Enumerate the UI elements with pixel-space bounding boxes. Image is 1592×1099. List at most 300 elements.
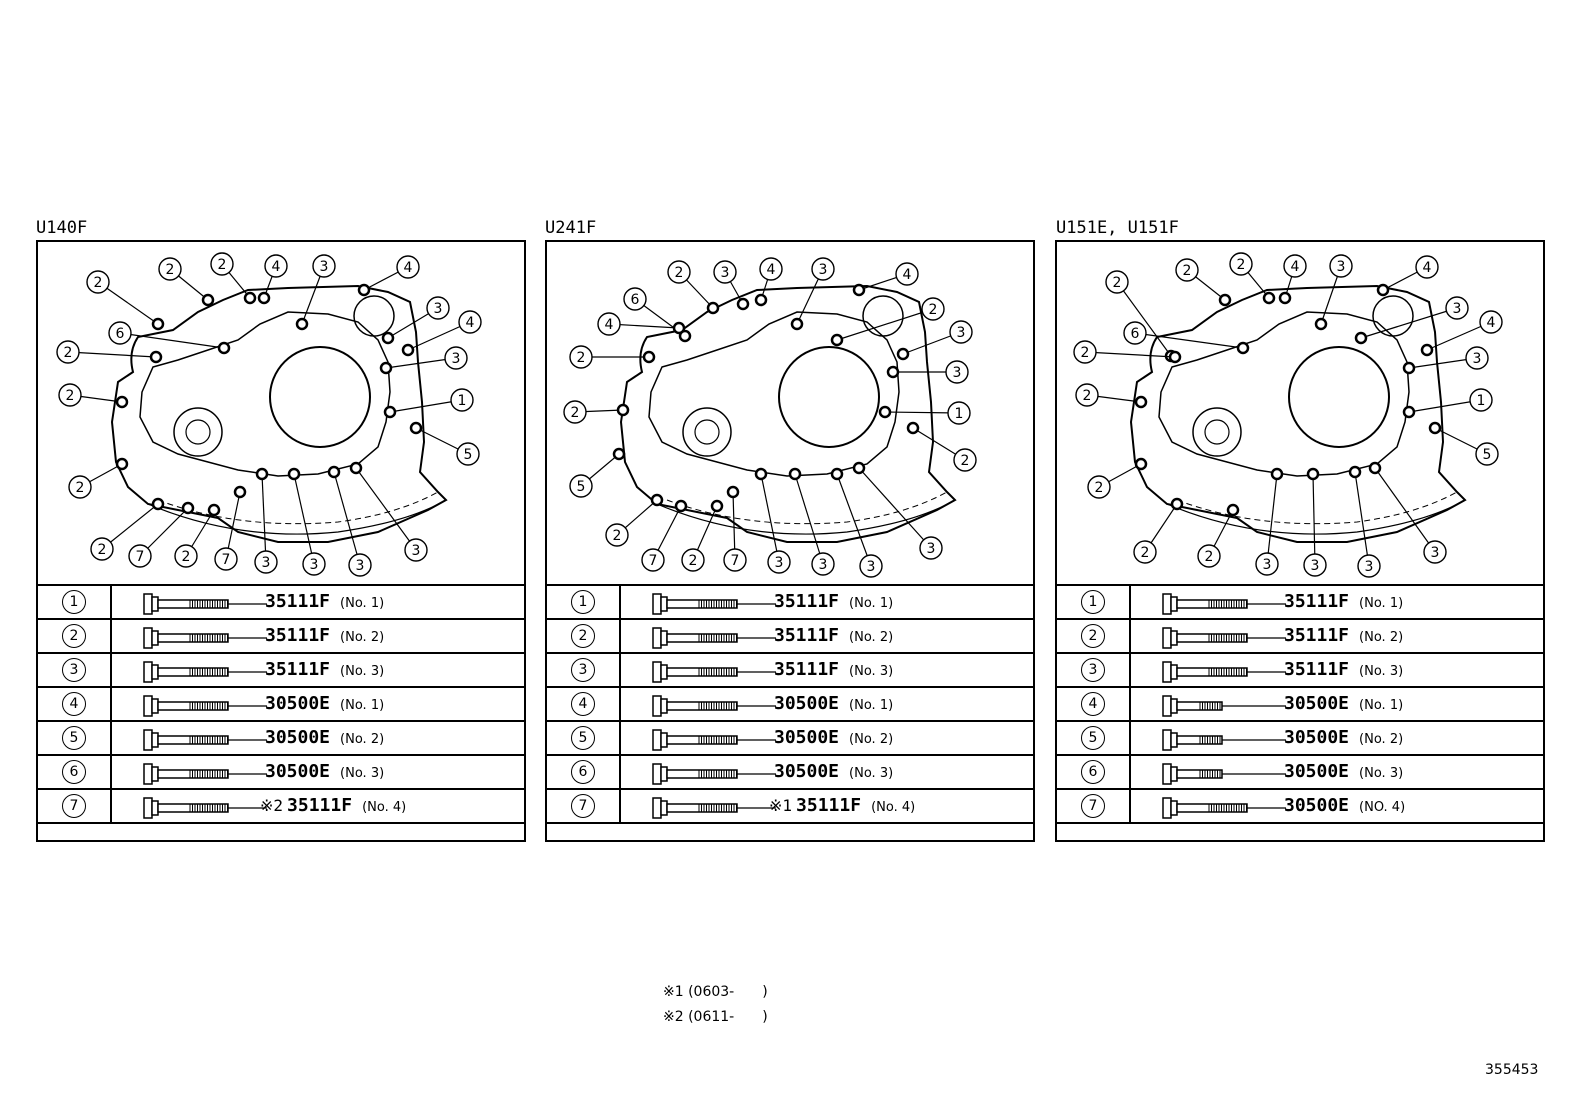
bolt-row [37,687,525,721]
leader-line [837,474,871,566]
bolt-hole [1136,459,1146,469]
callout-label: 2 [1112,275,1122,291]
housing-diagram [38,242,524,588]
callout-label: 1 [954,406,964,422]
bolt-icon [1161,593,1286,615]
bolt-icon [1161,729,1286,751]
callout-label: 3 [956,325,966,341]
bolt-row [546,585,1034,619]
callout-label: 1 [1476,393,1486,409]
callout-label: 3 [952,365,962,381]
callout-label: 3 [1430,545,1440,561]
footnote-text: (0603- ) [688,984,768,1000]
item-number: 2 [1081,624,1105,648]
part-note: (No. 2) [1359,732,1404,747]
callout-label: 2 [1080,345,1090,361]
item-number: 1 [62,590,86,614]
bolt-row [37,755,525,789]
part-code: 35111F [796,795,862,816]
leader-line [1267,474,1277,564]
callout-label: 4 [902,267,912,283]
bolt-hole [1264,293,1274,303]
part-number [1284,761,1403,782]
part-code: 30500E [1284,693,1350,714]
bolt-row [1056,755,1544,789]
bolt-hole [898,349,908,359]
housing-diagram [1057,242,1543,588]
bolt-hole [385,407,395,417]
bolt-hole [245,293,255,303]
bolt-hole [1370,463,1380,473]
part-note: (No. 1) [340,698,385,713]
bolt-hole [832,335,842,345]
footnote-ref: ※1 [769,796,793,815]
bolt-hole [1238,343,1248,353]
item-number: 2 [571,624,595,648]
bolt-row [1056,687,1544,721]
bolt-hole [329,467,339,477]
part-number [1284,693,1403,714]
bolt-table [545,584,1035,824]
callout-label: 5 [1482,447,1492,463]
bolt-hole [1316,319,1326,329]
part-code: 35111F [774,591,840,612]
bolt-row [546,721,1034,755]
bolt-hole [151,352,161,362]
callout-label: 2 [570,405,580,421]
callout-label: 2 [612,528,622,544]
bolt-hole [728,487,738,497]
callout-label: 2 [688,553,698,569]
bolt-icon [651,729,776,751]
leader-line [1375,468,1435,552]
item-number: 2 [62,624,86,648]
callout-label: 6 [630,292,640,308]
footnote-1 [663,981,768,1001]
bolt-hole [1404,363,1414,373]
item-number: 3 [1081,658,1105,682]
callout-label: 4 [271,259,281,275]
panel-u140f [36,240,526,842]
housing-outline [621,286,955,542]
part-number [774,693,893,714]
bolt-icon [651,661,776,683]
part-number [769,795,915,816]
callout-label: 2 [1082,388,1092,404]
callout-label: 3 [926,541,936,557]
callout-label: 3 [1310,558,1320,574]
shaft-inner-circle [695,420,719,444]
bore-circle [779,347,879,447]
part-code: 35111F [1284,591,1350,612]
bolt-icon [651,763,776,785]
callout-label: 2 [928,302,938,318]
part-code: 30500E [774,727,840,748]
bolt-hole [219,343,229,353]
leader-line [356,468,416,550]
callout-label: 4 [1486,315,1496,331]
bolt-hole [644,352,654,362]
part-note: (NO. 4) [1359,800,1406,815]
bolt-hole [183,503,193,513]
callout-label: 2 [1140,545,1150,561]
callout-label: 7 [730,553,740,569]
bolt-icon [142,729,267,751]
callout-label: 3 [309,557,319,573]
bolt-row [1056,653,1544,687]
callout-label: 2 [1204,549,1214,565]
leader-line [1361,308,1457,338]
leader-line [294,474,314,564]
part-number [265,761,384,782]
bolt-table [1055,584,1545,824]
bolt-hole [854,463,864,473]
part-code: 30500E [265,693,331,714]
bolt-icon [651,627,776,649]
part-code: 30500E [774,761,840,782]
bolt-row [1056,721,1544,755]
callout-label: 3 [355,558,365,574]
item-number: 5 [571,726,595,750]
bolt-hole [403,345,413,355]
bolt-hole [297,319,307,329]
callout-label: 3 [1364,559,1374,575]
callout-label: 6 [115,326,125,342]
callout-label: 3 [433,301,443,317]
bolt-row [546,687,1034,721]
callout-label: 4 [766,262,776,278]
bolt-row [37,789,525,823]
port-circle [1373,296,1413,336]
part-note: (No. 3) [1359,664,1404,679]
callout-label: 3 [818,557,828,573]
bolt-hole [674,323,684,333]
part-code: 30500E [1284,761,1350,782]
part-number [1284,591,1403,612]
part-number [774,659,893,680]
bolt-hole [1430,423,1440,433]
item-number: 1 [1081,590,1105,614]
shaft-inner-circle [1205,420,1229,444]
flange-dash [1177,492,1457,524]
callout-label: 4 [604,317,614,333]
bolt-hole [1308,469,1318,479]
bolt-row [546,755,1034,789]
bolt-hole [790,469,800,479]
leader-line [262,474,266,562]
part-code: 30500E [774,693,840,714]
part-note: (No. 2) [1359,630,1404,645]
item-number: 6 [1081,760,1105,784]
bolt-row [1056,619,1544,653]
callout-label: 3 [451,351,461,367]
leader-line [334,472,360,565]
callout-label: 2 [165,262,175,278]
bolt-row [37,585,525,619]
part-note: (No. 4) [871,800,916,815]
callout-label: 2 [960,453,970,469]
bolt-hole [756,295,766,305]
housing-diagram [547,242,1033,588]
callout-label: 2 [1094,480,1104,496]
bolt-hole [712,501,722,511]
callout-label: 3 [774,555,784,571]
part-code: 35111F [265,625,331,646]
bolt-row [546,653,1034,687]
part-note: (No. 3) [849,766,894,781]
callout-label: 2 [576,350,586,366]
bolt-hole [117,397,127,407]
callout-label: 2 [674,265,684,281]
item-number: 5 [62,726,86,750]
bolt-hole [708,303,718,313]
bore-circle [1289,347,1389,447]
part-note: (No. 2) [849,732,894,747]
bolt-icon [142,797,267,819]
bolt-hole [235,487,245,497]
part-number [265,727,384,748]
bolt-hole [383,333,393,343]
bolt-hole [614,449,624,459]
bolt-hole [259,293,269,303]
bolt-hole [618,405,628,415]
callout-label: 4 [465,315,475,331]
bolt-hole [738,299,748,309]
bolt-hole [1172,499,1182,509]
leader-line [1135,333,1243,348]
bolt-hole [381,363,391,373]
bolt-hole [117,459,127,469]
callout-label: 5 [463,447,473,463]
part-code: 30500E [1284,727,1350,748]
footnote-text: (0611- ) [688,1009,768,1025]
bolt-icon [142,627,267,649]
bolt-row [546,789,1034,823]
bolt-icon [1161,661,1286,683]
leader-line [1313,474,1315,565]
bolt-row [546,619,1034,653]
bolt-hole [203,295,213,305]
part-number [774,761,893,782]
bolt-hole [908,423,918,433]
part-code: 35111F [1284,659,1350,680]
bolt-icon [651,797,776,819]
bore-circle [270,347,370,447]
bolt-hole [792,319,802,329]
callout-label: 2 [1182,263,1192,279]
callout-label: 3 [411,543,421,559]
leader-line [1355,472,1369,566]
image-id: 355453 [1485,1062,1539,1078]
bolt-hole [1170,352,1180,362]
bolt-hole [153,319,163,329]
bolt-hole [880,407,890,417]
bolt-hole [1220,295,1230,305]
port-circle [354,296,394,336]
bolt-hole [359,285,369,295]
leader-line [68,352,156,357]
bolt-hole [888,367,898,377]
bolt-row [37,653,525,687]
callout-label: 1 [457,393,467,409]
callout-label: 6 [1130,326,1140,342]
callout-label: 3 [319,259,329,275]
bolt-hole [1272,469,1282,479]
bolt-hole [411,423,421,433]
part-code: 35111F [265,591,331,612]
bolt-hole [1228,505,1238,515]
part-note: (No. 1) [1359,596,1404,611]
bolt-row [1056,789,1544,823]
part-code: 30500E [1284,795,1350,816]
bolt-hole [351,463,361,473]
leader-line [1117,282,1171,356]
part-note: (No. 2) [340,732,385,747]
callout-label: 2 [181,549,191,565]
part-note: (No. 3) [849,664,894,679]
panel-title-u140f: U140F [36,218,88,238]
footnote-ref: ※2 [260,796,284,815]
housing-inner-outline [140,312,390,476]
item-number: 1 [571,590,595,614]
part-note: (No. 3) [340,766,385,781]
part-number [1284,625,1403,646]
panel-title-u151: U151E, U151F [1056,218,1179,238]
bolt-hole [1378,285,1388,295]
callout-label: 2 [75,480,85,496]
part-number [774,727,893,748]
callout-label: 4 [1290,259,1300,275]
callout-label: 2 [63,345,73,361]
item-number: 7 [1081,794,1105,818]
part-number [265,591,384,612]
bolt-hole [1350,467,1360,477]
callout-label: 2 [97,542,107,558]
part-number [774,591,893,612]
part-code: 30500E [265,727,331,748]
leader-line [761,474,779,562]
bolt-hole [1280,293,1290,303]
bolt-hole [652,495,662,505]
bolt-icon [142,695,267,717]
part-code: 35111F [774,659,840,680]
callout-label: 5 [576,479,586,495]
part-code: 35111F [287,795,353,816]
item-number: 4 [1081,692,1105,716]
housing-inner-outline [1159,312,1409,476]
bolt-icon [1161,627,1286,649]
panel-u151 [1055,240,1545,842]
part-note: (No. 1) [1359,698,1404,713]
callout-label: 2 [217,257,227,273]
part-number [260,795,406,816]
bolt-hole [832,469,842,479]
bolt-row [37,721,525,755]
flange-dash [158,492,438,524]
bolt-hole [756,469,766,479]
footnote-mark: ※1 [663,984,684,1000]
bolt-table [36,584,526,824]
callout-label: 3 [720,265,730,281]
bolt-icon [142,661,267,683]
bolt-hole [209,505,219,515]
bolt-icon [142,593,267,615]
bolt-row [1056,585,1544,619]
bolt-hole [1136,397,1146,407]
bolt-hole [153,499,163,509]
part-number [1284,795,1405,816]
part-number [1284,727,1403,748]
bolt-hole [1422,345,1432,355]
bolt-icon [651,695,776,717]
item-number: 6 [62,760,86,784]
shaft-circle [1193,408,1241,456]
shaft-circle [174,408,222,456]
callout-label: 2 [93,275,103,291]
part-note: (No. 3) [340,664,385,679]
item-number: 4 [571,692,595,716]
bolt-hole [676,501,686,511]
callout-label: 3 [1336,259,1346,275]
bolt-row [37,619,525,653]
footnote-2 [663,1006,768,1026]
part-note: (No. 1) [849,596,894,611]
part-note: (No. 2) [340,630,385,645]
part-code: 35111F [774,625,840,646]
callout-label: 3 [1452,301,1462,317]
callout-label: 3 [866,559,876,575]
leader-line [1085,352,1175,357]
shaft-inner-circle [186,420,210,444]
item-number: 7 [62,794,86,818]
part-number [265,659,384,680]
part-note: (No. 2) [849,630,894,645]
bolt-icon [1161,797,1286,819]
callout-label: 3 [818,262,828,278]
item-number: 7 [571,794,595,818]
item-number: 3 [62,658,86,682]
bolt-hole [257,469,267,479]
bolt-hole [1404,407,1414,417]
item-number: 5 [1081,726,1105,750]
item-number: 3 [571,658,595,682]
callout-label: 4 [403,260,413,276]
bolt-hole [289,469,299,479]
part-note: (No. 1) [340,596,385,611]
panel-title-u241f: U241F [545,218,597,238]
part-number [265,693,384,714]
callout-label: 4 [1422,260,1432,276]
part-code: 30500E [265,761,331,782]
callout-label: 3 [1262,557,1272,573]
callout-label: 7 [648,553,658,569]
part-number [265,625,384,646]
part-note: (No. 1) [849,698,894,713]
footnote-mark: ※2 [663,1009,684,1025]
part-note: (No. 3) [1359,766,1404,781]
item-number: 6 [571,760,595,784]
item-number: 4 [62,692,86,716]
part-code: 35111F [1284,625,1350,646]
bolt-hole [1356,333,1366,343]
callout-label: 2 [65,388,75,404]
bolt-icon [1161,763,1286,785]
callout-label: 3 [261,555,271,571]
bolt-icon [651,593,776,615]
callout-label: 7 [135,549,145,565]
part-note: (No. 4) [362,800,407,815]
panel-u241f [545,240,1035,842]
